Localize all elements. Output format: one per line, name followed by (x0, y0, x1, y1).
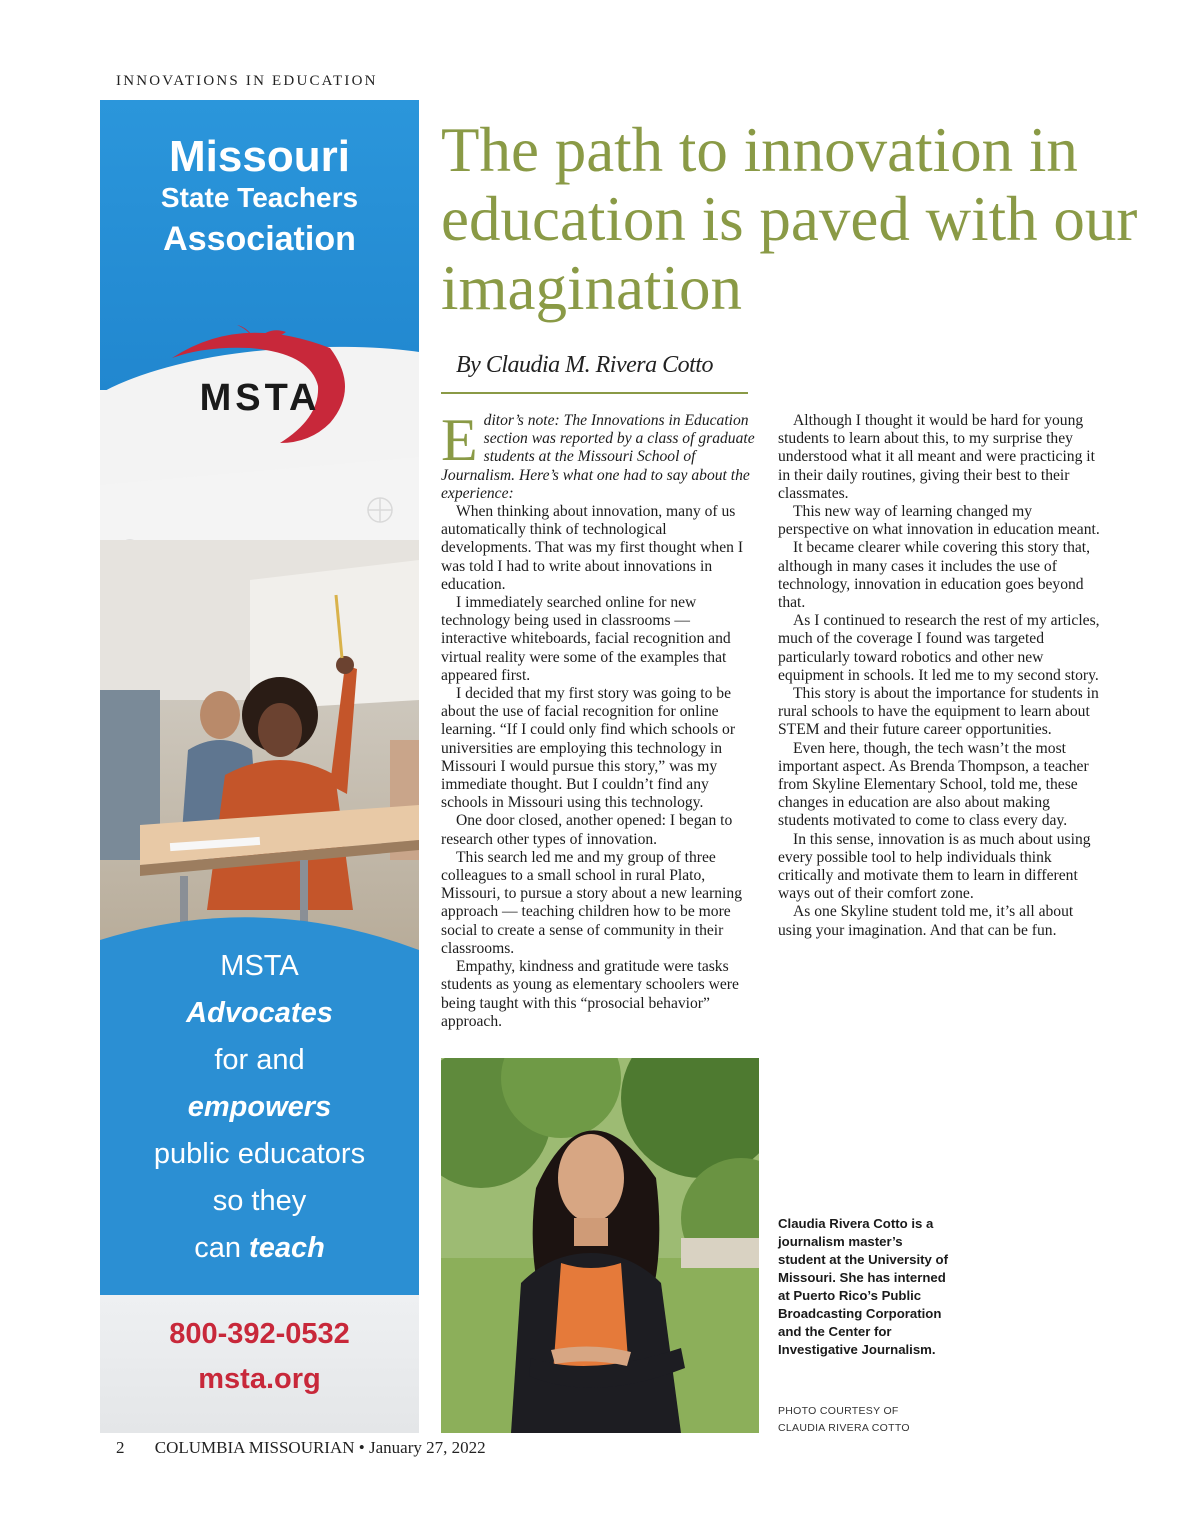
msta-advertisement[interactable] (100, 100, 419, 1433)
paragraph: As I continued to research the rest of my articles, much of the coverage I found was targeted particularly toward robotics and other new equipment in schools. It led me to my second story. (778, 612, 1100, 684)
ad-message-teach: teach (249, 1232, 325, 1264)
ad-message-line-5: public educators (153, 1138, 366, 1170)
ad-message-line-1: MSTA (220, 950, 299, 982)
paragraph: I immediately searched online for new technology being used in classrooms — interactive whiteboards, facial recognition and virtual reality were some of the examples that appeared first. (441, 594, 731, 684)
paragraph: This new way of learning changed my perspective on what innovation in education meant. (778, 503, 1100, 539)
paragraph: This search led me and my group of three colleagues to a small school in rural Plato, Missouri, to pursue a story about a new learning approach — teaching children how to be more social to create a sense of community in their classrooms. (441, 848, 742, 957)
paragraph: When thinking about innovation, many of us automatically think of technological developments. That was my first thought when I was told I had to write about innovations in education. (441, 503, 744, 593)
paragraph: In this sense, innovation is as much about using every possible tool to help individuals think critically and motivate them to learn in different ways out of their comfort zone. (778, 830, 1091, 903)
publication-date: January 27, 2022 (368, 1438, 486, 1457)
editors-note (441, 407, 759, 503)
ad-message-line-3: for and (214, 1044, 305, 1076)
author-portrait-photo (441, 1058, 759, 1433)
ad-org-name-line1: Missouri (169, 132, 350, 181)
article-headline: The path to innovation in education is paved with our imagination (441, 115, 1138, 323)
section-label: INNOVATIONS IN EDUCATION (116, 73, 378, 89)
photo-caption: Claudia Rivera Cotto is a journalism master’s student at the University of Missouri. She has interned at Puerto Rico’s Public Broadcasting Corporation and the Center for Investigative Journalism. (778, 1216, 948, 1357)
article-column-right (778, 412, 1100, 940)
byline-divider (441, 392, 748, 394)
paragraph: I decided that my first story was going to be about the use of facial recognition for online learning. “If I could only find which schools or universities are employing this technology in Missouri I would pursue this story,” was my immediate thought. But I couldn’t find any schools in Missouri using this technology. (441, 685, 736, 812)
ad-phone-number[interactable]: 800-392-0532 (169, 1318, 350, 1350)
ad-message-line-6: so they (212, 1185, 307, 1217)
photo-credit: PHOTO COURTESY OF CLAUDIA RIVERA COTTO (778, 1405, 910, 1434)
publication-name: COLUMBIA MISSOURIAN (154, 1438, 355, 1457)
drop-cap: E (441, 407, 478, 473)
paragraph: One door closed, another opened: I began to research other types of innovation. (441, 812, 733, 848)
paragraph: It became clearer while covering this story that, although in many cases it includes the use of technology, innovation in education goes beyond that. (778, 539, 1091, 612)
ad-message-line-2: Advocates (186, 997, 333, 1029)
ad-message-line-4: empowers (187, 1091, 332, 1123)
paragraph: Even here, though, the tech wasn’t the most important aspect. As Brenda Thompson, a teacher from Skyline Elementary School, told me, these changes in education are also about making students motivated to come to class every day. (778, 739, 1089, 830)
page-number: 2 (116, 1438, 125, 1457)
paragraph: As one Skyline student told me, it’s all about using your imagination. And that can be fun. (778, 903, 1074, 939)
ad-org-name-line3: Association (163, 220, 356, 258)
ad-org-name-line2: State Teachers (160, 182, 359, 213)
article-column-left (441, 407, 759, 1031)
paragraph: This story is about the importance for students in rural schools to have the equipment to learn about STEM and their future career opportunities. (778, 685, 1099, 739)
page-footer (116, 1438, 486, 1458)
classroom-photo (100, 540, 419, 960)
paragraph: Although I thought it would be hard for young students to learn about this, to my surprise they understood what it all meant and were practicing it in their daily routines, giving their best to their classmates. (778, 412, 1095, 502)
paragraph: Empathy, kindness and gratitude were tasks students as young as elementary schoolers were being taught with this “prosocial behavior” approach. (441, 958, 739, 1030)
editors-note-text: ditor’s note: The Innovations in Education section was reported by a class of graduate students at the Missouri School of Journalism. Here’s what one had to say about the experience: (441, 412, 755, 502)
msta-apple-logo (160, 318, 360, 448)
article-byline: By Claudia M. Rivera Cotto (456, 352, 713, 378)
footer-separator: • (358, 1438, 365, 1457)
ad-website-link[interactable]: msta.org (198, 1363, 321, 1395)
ad-message-line-7 (100, 1232, 419, 1265)
msta-logo-text: MSTA (199, 377, 321, 419)
ad-message-can: can (194, 1232, 241, 1264)
